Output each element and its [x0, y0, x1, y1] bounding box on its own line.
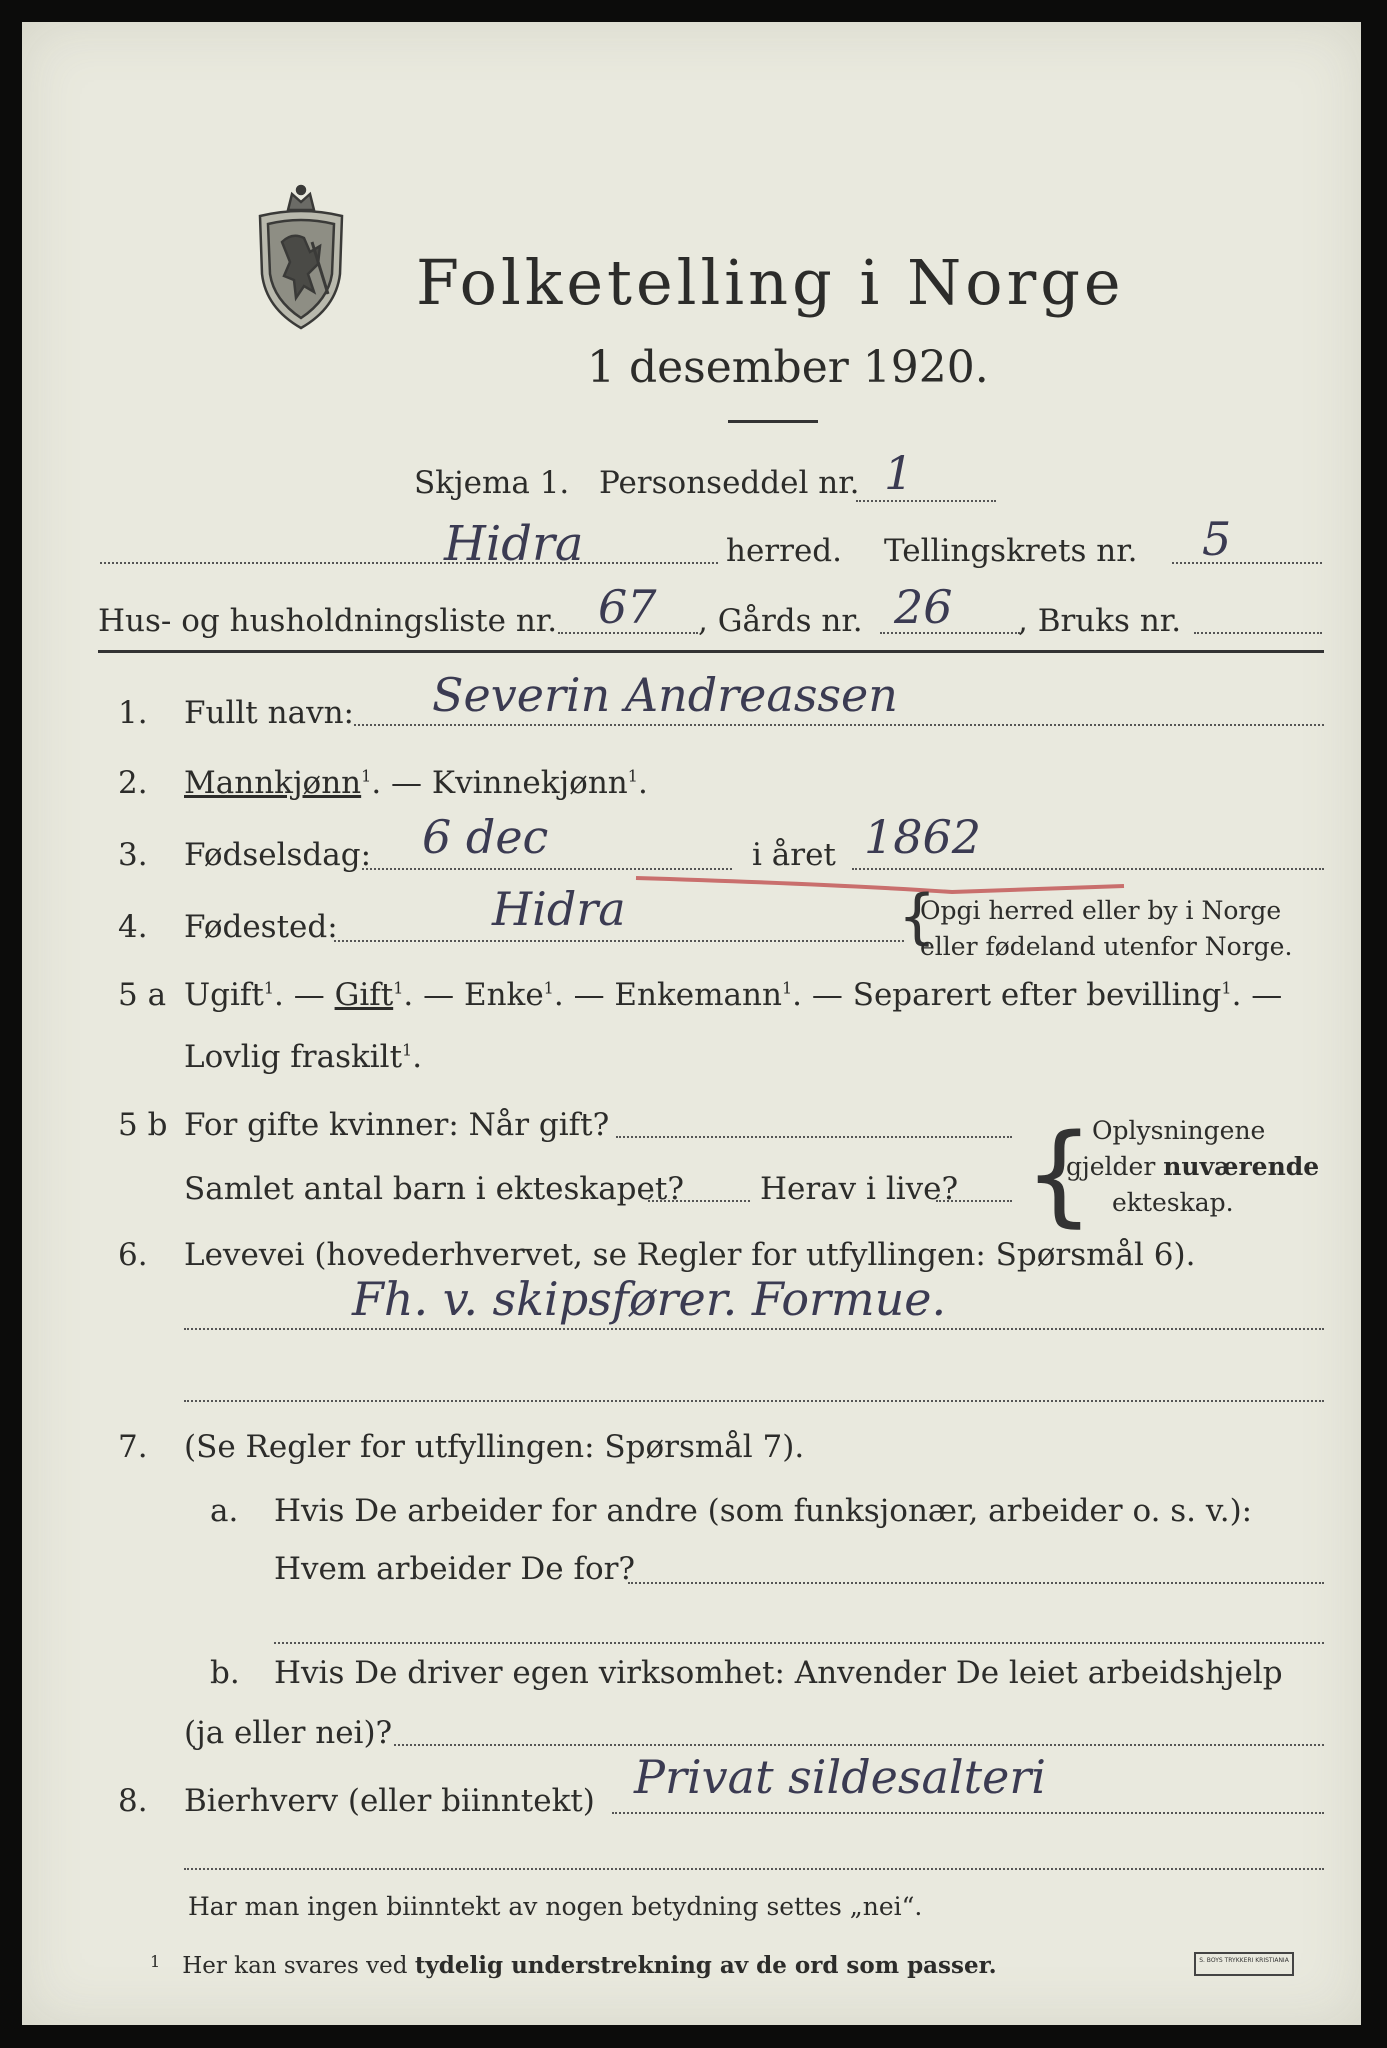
printer-stamp-text: S. BOYS TRYKKERI KRISTIANIA	[1199, 1957, 1289, 1964]
footnote-text-b: tydelig understrekning av de ord som passer.	[414, 1952, 997, 1979]
q5a-dash-4: . —	[792, 977, 853, 1013]
q3-label: Fødselsdag:	[184, 837, 372, 873]
q1-value: Severin Andreassen	[432, 668, 898, 722]
q5a-sup-4: 1	[781, 978, 793, 998]
q5a-dash-1: . —	[274, 977, 335, 1013]
q5a-sup-5: 1	[1221, 978, 1232, 998]
q5b-samlet: Samlet antal barn i ekteskapet?	[184, 1171, 684, 1207]
q5b-note-2	[1066, 1154, 1319, 1179]
title-divider	[728, 420, 818, 423]
q3-value: 6 dec	[422, 810, 549, 864]
q2-options	[184, 765, 648, 801]
lovlig-text: Lovlig fraskilt	[184, 1039, 403, 1075]
q6-line-1	[184, 1328, 1324, 1330]
q2-sup-a: 1	[361, 766, 372, 786]
bruks-label: , Bruks nr.	[1018, 603, 1182, 639]
gards-label: , Gårds nr.	[698, 603, 863, 639]
lovlig-end: .	[412, 1039, 423, 1075]
printer-stamp	[1194, 1952, 1294, 1976]
tellingskrets-value: 5	[1202, 512, 1232, 566]
personseddel-label: Personseddel nr.	[599, 465, 860, 501]
q7a-line-1	[628, 1582, 1324, 1584]
footnote-text-a: Her kan svares ved	[182, 1953, 415, 1979]
q8-value: Privat sildesalteri	[634, 1750, 1047, 1804]
q5b-label: For gifte kvinner: Når gift?	[184, 1107, 610, 1143]
q5a-sup-2: 1	[393, 978, 404, 998]
q5b-herav: Herav i live?	[760, 1171, 959, 1207]
q5b-note-1: Oplysningene	[1092, 1116, 1266, 1145]
separert-option: Separert efter bevilling	[852, 977, 1222, 1013]
q5b-gift-line	[616, 1136, 1012, 1138]
herred-line	[100, 562, 718, 564]
q4-number: 4.	[118, 909, 148, 945]
tellingskrets-label: Tellingskrets nr.	[884, 533, 1138, 569]
q7b-text: Hvis De driver egen virksomhet: Anvender De leiet arbeidshjelp	[274, 1655, 1283, 1691]
herred-value: Hidra	[444, 516, 584, 572]
form-title: Folketelling i Norge	[416, 246, 1125, 319]
q7b-number: b.	[210, 1655, 240, 1691]
gift-option: Gift	[334, 977, 394, 1013]
footnote	[150, 1954, 997, 1978]
q7a-number: a.	[210, 1493, 239, 1529]
q6-value: Fh. v. skipsfører. Formue.	[352, 1272, 947, 1326]
tellingskrets-line	[1172, 562, 1322, 564]
q4-value: Hidra	[492, 882, 626, 936]
q8-line-2	[184, 1868, 1324, 1870]
bruks-line	[1194, 632, 1322, 634]
q7a-sub: Hvem arbeider De for?	[274, 1551, 636, 1587]
q4-line	[334, 940, 904, 942]
q8-label: Bierhverv (eller biinntekt)	[184, 1783, 595, 1819]
q5b-herav-line	[936, 1200, 1012, 1202]
census-form	[22, 22, 1361, 2025]
q5b-samlet-line	[648, 1200, 750, 1202]
q2-number: 2.	[118, 765, 148, 801]
lovlig-option	[184, 1039, 423, 1075]
q4-brace: {	[898, 882, 937, 952]
q7-number: 7.	[118, 1429, 148, 1465]
q3-year-label: i året	[752, 837, 836, 873]
q3-number: 3.	[118, 837, 148, 873]
header-divider	[98, 650, 1324, 653]
q5a-number: 5 a	[118, 977, 167, 1013]
mannkjonn-option: Mannkjønn	[184, 765, 362, 801]
q2-sup-b: 1	[627, 766, 638, 786]
q7a-text: Hvis De arbeider for andre (som funksjonær, arbeider o. s. v.):	[274, 1493, 1253, 1529]
q5a-sup-1: 1	[263, 978, 275, 998]
personseddel-line	[856, 500, 996, 502]
q5b-note-2b: nuværende	[1163, 1152, 1320, 1181]
q5a-dash-3: . —	[553, 977, 615, 1013]
hus-label: Hus- og husholdningsliste nr.	[98, 603, 558, 639]
q5b-note-2a: gjelder	[1066, 1152, 1164, 1181]
coat-of-arms-icon	[248, 182, 354, 332]
enkemann-option: Enkemann	[614, 977, 782, 1013]
footnote-number: 1	[150, 1952, 161, 1971]
q6-number: 6.	[118, 1237, 148, 1273]
q5b-note-3: ekteskap.	[1112, 1188, 1234, 1217]
kvinnekjonn-option: Kvinnekjønn	[431, 765, 628, 801]
census-date: 1 desember 1920.	[587, 342, 989, 393]
skjema-label: Skjema 1.	[414, 465, 570, 501]
q5a-end: . —	[1231, 977, 1283, 1013]
hus-value: 67	[598, 580, 657, 634]
q8-number: 8.	[118, 1783, 148, 1819]
q1-number: 1.	[118, 695, 148, 731]
enke-option: Enke	[463, 977, 544, 1013]
q5b-number: 5 b	[118, 1107, 168, 1143]
q4-note-2: eller fødeland utenfor Norge.	[920, 932, 1293, 961]
footer-note: Har man ingen biinntekt av nogen betydning settes „nei“.	[188, 1892, 923, 1921]
q5b-brace: {	[1024, 1110, 1094, 1238]
q4-label: Fødested:	[184, 909, 338, 945]
q8-line	[612, 1812, 1324, 1814]
q5a-sup-3: 1	[543, 978, 554, 998]
q7b-line	[394, 1744, 1324, 1746]
q6-line-2	[184, 1400, 1324, 1402]
q2-sep: . —	[371, 765, 432, 801]
q7b-sub: (ja eller nei)?	[184, 1715, 393, 1751]
personseddel-value: 1	[884, 446, 914, 500]
gards-value: 26	[894, 580, 953, 634]
q5a-dash-2: . —	[403, 977, 464, 1013]
q2-end: .	[637, 765, 648, 801]
q7-label: (Se Regler for utfyllingen: Spørsmål 7).	[184, 1429, 805, 1465]
q6-label: Levevei (hovederhvervet, se Regler for utfyllingen: Spørsmål 6).	[184, 1237, 1196, 1273]
q5a-sup-6: 1	[402, 1040, 413, 1060]
q1-line	[354, 724, 1324, 726]
q1-label: Fullt navn:	[184, 695, 354, 731]
q3-year-value: 1862	[864, 810, 982, 864]
q4-note-1: Opgi herred eller by i Norge	[920, 896, 1282, 925]
q7a-line-2	[274, 1642, 1324, 1644]
ugift-option: Ugift	[184, 977, 264, 1013]
q5a-options	[184, 977, 1283, 1013]
herred-label: herred.	[726, 533, 842, 569]
